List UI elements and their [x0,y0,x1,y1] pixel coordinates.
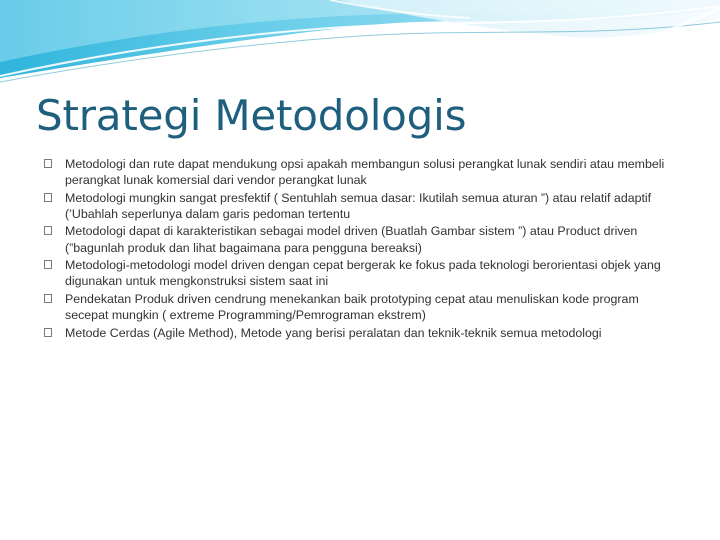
bullet-item [44,325,680,341]
bullet-text: Metodologi-metodologi model driven dengan cepat bergerak ke fokus pada teknologi berorientasi objek yang digunakan untuk mengkonstruksi sistem saat ini [65,258,661,289]
header-wave-decoration [0,0,720,90]
bullet-item [44,223,680,255]
bullet-item [44,257,680,289]
bullet-item [44,190,680,222]
bullet-text: Pendekatan Produk driven cendrung menekankan baik prototyping cepat atau menuliskan kode program secepat mungkin ( extreme Programming/Pemrograman ekstrem) [65,291,639,323]
bullet-text: Metodologi dapat di karakteristikan sebagai model driven (Buatlah Gambar sistem ”) atau Product driven (”bagunlah produk dan lihat bagaimana para pengguna bereaksi) [65,224,638,255]
square-bullet-icon [44,159,52,168]
bullet-text: Metode Cerdas (Agile Method), Metode yang berisi peralatan dan teknik-teknik semua metodologi [65,325,602,340]
square-bullet-icon [44,226,52,235]
bullet-item [44,156,680,188]
bullet-item [44,291,680,323]
square-bullet-icon [44,294,52,303]
slide-title: Strategi Metodologis [36,91,467,140]
bullet-list [44,156,680,342]
square-bullet-icon [44,328,52,337]
bullet-text: Metodologi mungkin sangat presfektif ( Sentuhlah semua dasar: Ikutilah semua aturan ”) atau relatif adaptif (’Ubahlah seperlunya dalam garis pedoman tertentu [65,190,652,221]
square-bullet-icon [44,260,52,269]
square-bullet-icon [44,193,52,202]
bullet-text: Metodologi dan rute dapat mendukung opsi apakah membangun solusi perangkat lunak sendiri atau membeli perangkat lunak komersial dari vendor perangkat lunak [65,157,665,188]
